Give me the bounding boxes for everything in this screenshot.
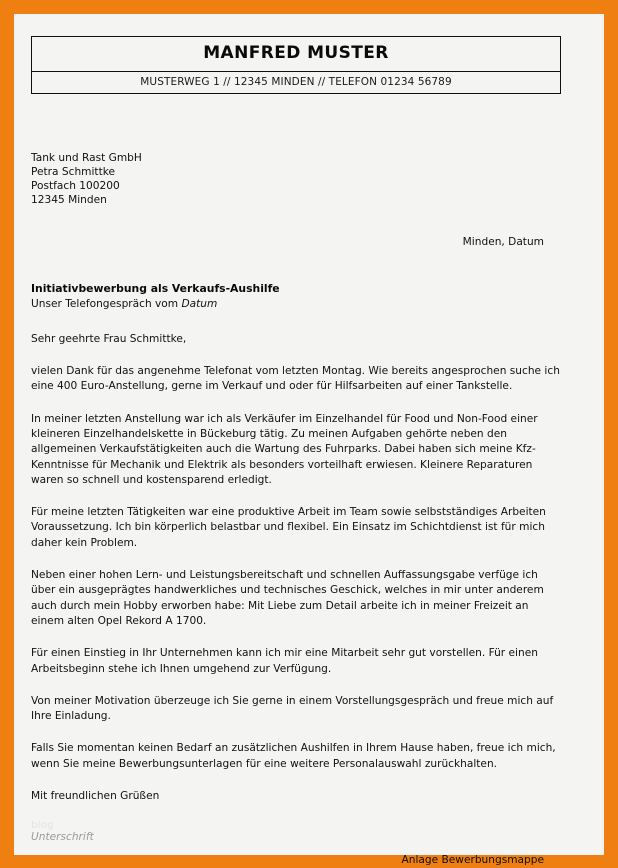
letter-content <box>31 36 561 867</box>
salutation: Sehr geehrte Frau Schmittke, <box>31 333 187 346</box>
recipient-company: Tank und Rast GmbH <box>31 151 142 164</box>
letterhead-box <box>31 36 561 94</box>
document-page <box>14 14 604 866</box>
recipient-address <box>31 151 561 208</box>
recipient-city: 12345 Minden <box>31 194 107 207</box>
subject-reference-text: Unser Telefongespräch vom <box>31 297 182 310</box>
paragraph-retention: Falls Sie momentan keinen Bedarf an zusätzlichen Aushilfen in Ihrem Hause haben, freue ich mich, wenn Sie meine Bewerbungsunterlagen für eine weitere Personalauswahl zurückhalten. <box>31 742 556 770</box>
paragraph-availability: Für einen Einstieg in Ihr Unternehmen kann ich mir eine Mitarbeit sehr gut vorstellen. Für einen Arbeitsbeginn stehe ich Ihnen umgehend zur Verfügung. <box>31 647 538 675</box>
closing-phrase: Mit freundlichen Grüßen <box>31 790 160 802</box>
paragraph-teamwork: Für meine letzten Tätigkeiten war eine produktive Arbeit im Team sowie selbstständiges Arbeiten Voraussetzung. Ich bin körperlich belastbar und flexibel. Ein Einsatz im Schichtdienst ist für mich daher kein Problem. <box>31 506 546 549</box>
subject-line: Initiativbewerbung als Verkaufs-Aushilfe <box>31 281 280 295</box>
subject-block <box>31 282 561 312</box>
sender-name: MANFRED MUSTER <box>32 37 560 72</box>
paragraph-intro: vielen Dank für das angenehme Telefonat vom letzten Montag. Wie bereits angesprochen suche ich eine 400 Euro-Anstellung, gerne im Verkauf und oder für Hilfsarbeiten auf einer Tankstelle. <box>31 365 560 393</box>
paragraph-skills: Neben einer hohen Lern- und Leistungsbereitschaft und schnellen Auffassungsgabe verfüge ich über ein ausgeprägtes handwerkliches und technisches Geschick, welches in mir unter anderem auch durch mein Hobby erworben habe: Mit Liebe zum Detail arbeite ich in meiner Freizeit an einem alten Opel Rekord A 1700. <box>31 569 544 627</box>
subject-reference <box>31 297 561 312</box>
paragraph-experience: In meiner letzten Anstellung war ich als Verkäufer im Einzelhandel für Food und Non-Food einer kleineren Einzelhandelskette in Bückeburg tätig. Zu meinen Aufgaben gehörte neben den allgemeinen Verkaufstätigkeiten auch die Wartung des Fuhrparks. Dabei haben sich meine Kfz-Kenntnisse für Mechanik und Elektrik als besonders vorteilhaft erwiesen. Kleinere Reparaturen waren so schnell und kostensparend erledigt. <box>31 412 538 486</box>
sender-contact-line: MUSTERWEG 1 // 12345 MINDEN // TELEFON 01234 56789 <box>140 75 452 88</box>
watermark: blog <box>31 820 54 831</box>
paragraph-motivation: Von meiner Motivation überzeuge ich Sie gerne in einem Vorstellungsgespräch und freue mich auf Ihre Einladung. <box>31 694 554 723</box>
recipient-person: Petra Schmittke <box>31 165 116 178</box>
signature-placeholder: Unterschrift <box>31 831 94 843</box>
recipient-postbox: Postfach 100200 <box>31 180 120 193</box>
place-and-date: Minden, Datum <box>462 235 544 248</box>
subject-reference-placeholder: Datum <box>181 297 218 310</box>
enclosure-note: Anlage Bewerbungsmappe <box>401 854 544 866</box>
